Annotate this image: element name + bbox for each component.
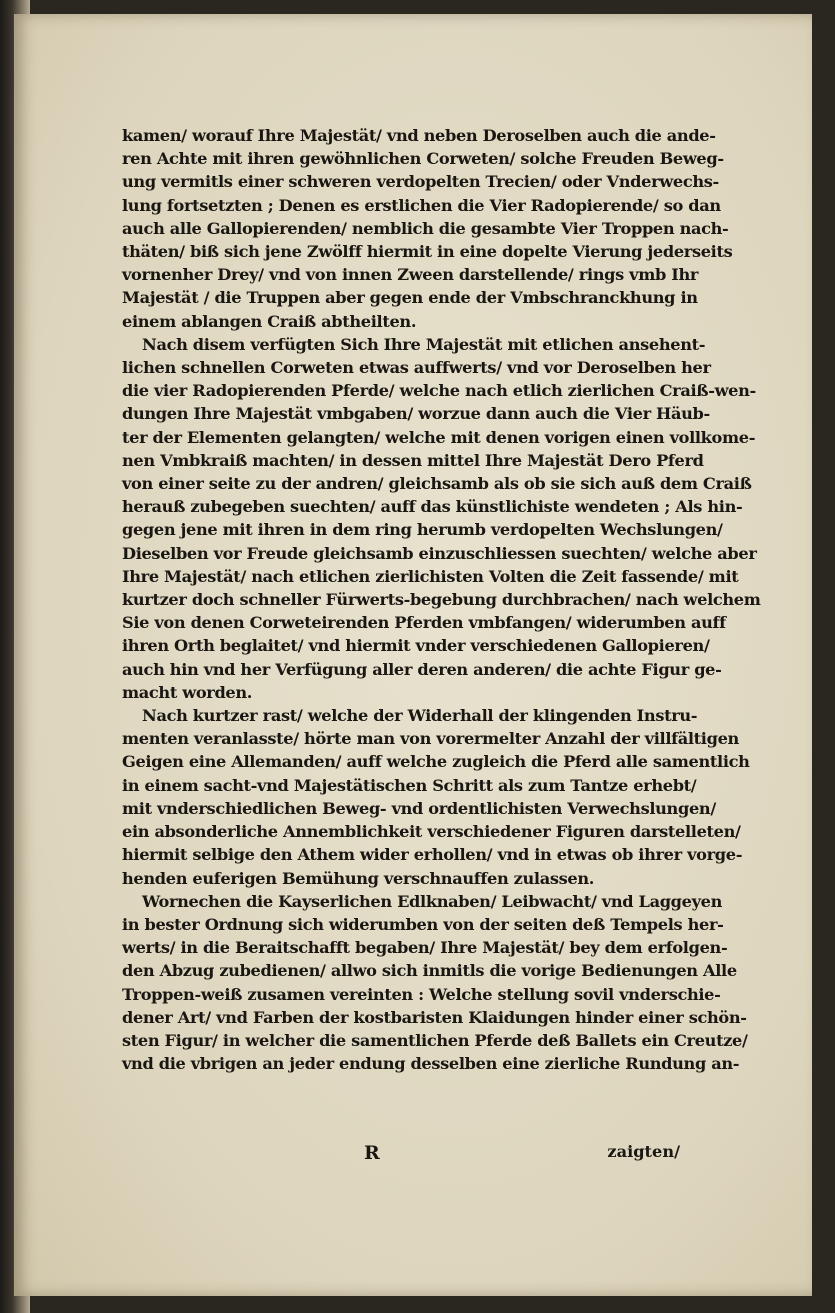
text-line: auch alle Gallopierenden/ nemblich die gesambte Vier Troppen nach‑: [122, 218, 729, 238]
text-line: nen Vmbkraiß machten/ in dessen mittel Ihre Majestät Dero Pferd: [122, 450, 704, 470]
text-line: die vier Radopierenden Pferde/ welche nach etlich zierlichen Craiß‑wen‑: [122, 381, 756, 401]
text-line: von einer seite zu der andren/ gleichsamb als ob sie sich auß dem Craiß: [122, 474, 752, 494]
text-line: Ihre Majestät/ nach etlichen zierlichisten Volten die Zeit fassende/ mit: [122, 566, 739, 586]
text-line: werts/ in die Beraitschafft begaben/ Ihre Majestät/ bey dem erfolgen‑: [122, 938, 728, 958]
text-line: henden euferigen Bemühung verschnauffen zulassen.: [122, 868, 595, 888]
text-line: Sie von denen Corweteirenden Pferden vmbfangen/ widerumben auff: [122, 613, 726, 633]
text-line: menten veranlasste/ hörte man von vorermelter Anzahl der villfältigen: [122, 729, 739, 749]
text-line: ein absonderliche Annemblichkeit verschiedener Figuren darstelleten/: [122, 822, 741, 842]
text-line: ter der Elementen gelangten/ welche mit denen vorigen einen vollkome‑: [122, 427, 756, 447]
text-line: kurtzer doch schneller Fürwerts‑begebung durchbrachen/ nach welchem: [122, 590, 761, 610]
text-line: Geigen eine Allemanden/ auff welche zugleich die Pferd alle samentlich: [122, 752, 750, 772]
text-line: hiermit selbige den Athem wider erhollen/ vnd in etwas ob ihrer vorge‑: [122, 845, 743, 865]
text-line: sten Figur/ in welcher die samentlichen Pferde deß Ballets ein Creutze/: [122, 1030, 748, 1050]
text-line: den Abzug zubedienen/ allwo sich inmitls die vorige Bedienungen Alle: [122, 961, 737, 981]
text-line: lung fortsetzten ; Denen es erstlichen die Vier Radopierende/ so dan: [122, 195, 721, 215]
text-line: einem ablangen Craiß abtheilten.: [122, 311, 417, 331]
text-line: in einem sacht‑vnd Majestätischen Schritt als zum Tantze erhebt/: [122, 775, 697, 795]
body-text: [122, 124, 761, 1075]
text-line: macht worden.: [122, 682, 253, 702]
text-line: ren Achte mit ihren gewöhnlichen Corweten/ solche Freuden Beweg‑: [122, 149, 724, 169]
text-line: Wornechen die Kayserlichen Edlknaben/ Leibwacht/ vnd Laggeyen: [142, 891, 723, 911]
text-line: vornenher Drey/ vnd von innen Zween darstellende/ rings vmb Ihr: [122, 265, 699, 285]
text-line: dungen Ihre Majestät vmbgaben/ worzue dann auch die Vier Häub‑: [122, 404, 710, 424]
catchword: zaigten/: [607, 1142, 680, 1161]
text-line: auch hin vnd her Verfügung aller deren anderen/ die achte Figur ge‑: [122, 659, 722, 679]
text-line: herauß zubegeben suechten/ auff das künstlichiste wendeten ; Als hin‑: [122, 497, 743, 517]
text-line: gegen jene mit ihren in dem ring herumb verdopelten Wechslungen/: [122, 520, 723, 540]
book-page: [14, 14, 812, 1296]
text-line: kamen/ worauf Ihre Majestät/ vnd neben Deroselben auch die ande‑: [122, 126, 716, 145]
text-line: Majestät / die Truppen aber gegen ende der Vmbschranckhung in: [122, 288, 698, 308]
page-footer: [122, 1142, 694, 1168]
text-line: Nach disem verfügten Sich Ihre Majestät mit etlichen ansehent‑: [142, 334, 706, 354]
text-line: Dieselben vor Freude gleichsamb einzuschliessen suechten/ welche aber: [122, 543, 757, 563]
text-line: lichen schnellen Corweten etwas auffwerts/ vnd vor Deroselben her: [122, 358, 711, 378]
text-line: mit vnderschiedlichen Beweg‑ vnd ordentlichisten Verwechslungen/: [122, 798, 716, 818]
text-line: ihren Orth beglaitet/ vnd hiermit vnder verschiedenen Gallopieren/: [122, 636, 710, 656]
text-line: Troppen‑weiß zusamen vereinten : Welche stellung sovil vnderschie‑: [122, 984, 721, 1004]
text-line: Nach kurtzer rast/ welche der Widerhall der klingenden Instru‑: [142, 706, 698, 726]
text-line: ung vermitls einer schweren verdopelten Trecien/ oder Vnderwechs‑: [122, 172, 719, 192]
text-line: in bester Ordnung sich widerumben von der seiten deß Tempels her‑: [122, 914, 724, 934]
text-line: vnd die vbrigen an jeder endung desselben eine zierliche Rundung an‑: [122, 1054, 740, 1074]
text-line: dener Art/ vnd Farben der kostbaristen Klaidungen hinder einer schön‑: [122, 1007, 747, 1027]
text-line: thäten/ biß sich jene Zwölff hiermit in eine dopelte Vierung jederseits: [122, 242, 733, 262]
signature-mark: R: [364, 1142, 380, 1164]
